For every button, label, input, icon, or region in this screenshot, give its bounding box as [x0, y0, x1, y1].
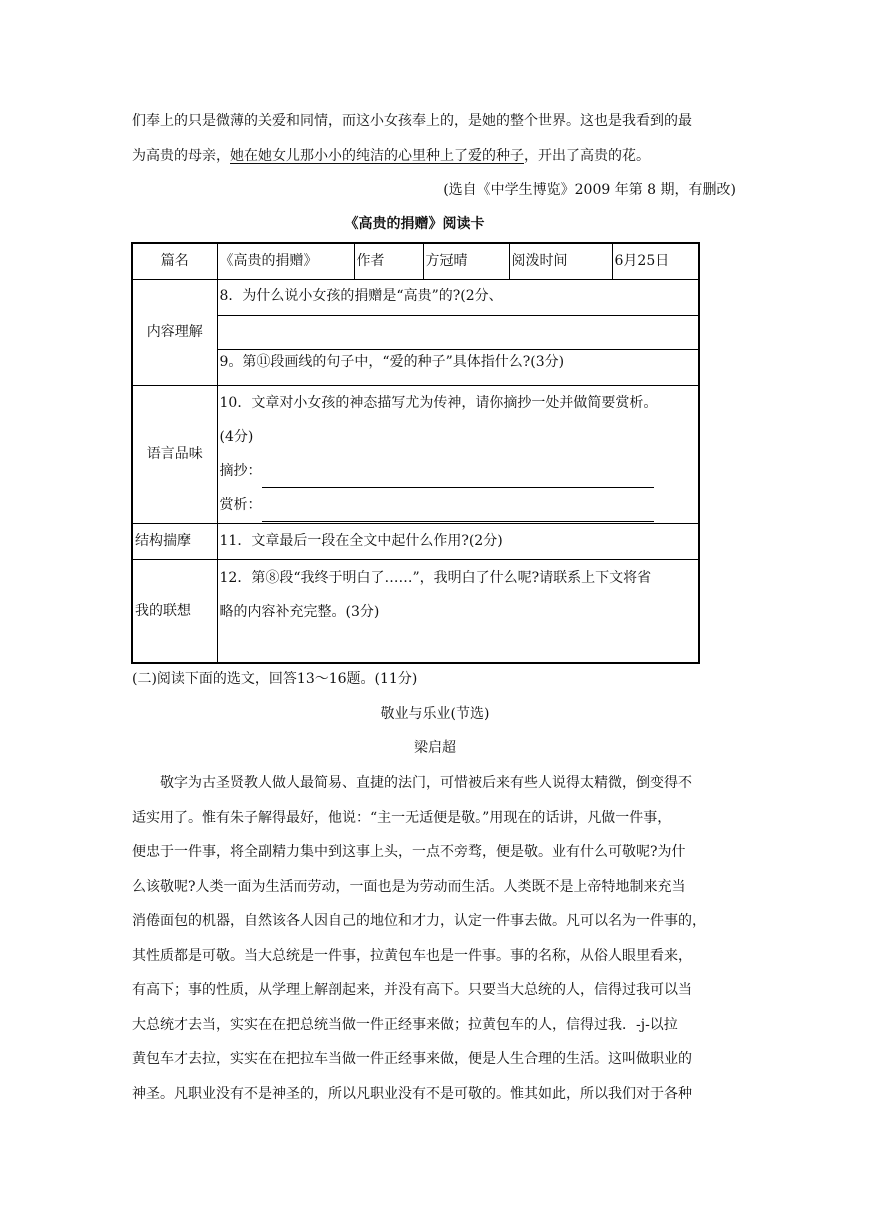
question-10-cell [217, 385, 699, 523]
label-author: 作者 [354, 243, 423, 279]
value-title: 《高贵的捐赠》 [217, 243, 354, 279]
label-my-association: 我的联想 [132, 559, 217, 663]
question-10-line1: 10．文章对小女孩的神态描写尤为传神，请你摘抄一处并做简要赏析。 [219, 394, 658, 411]
language-row [132, 385, 699, 523]
value-author: 方冠晴 [423, 243, 509, 279]
label-title: 篇名 [132, 243, 217, 279]
reading-card-table [131, 242, 700, 664]
article-line: 适实用了。惟有朱子解得最好，他说：“主一无适便是敬。”用现在的话讲，凡做一件事， [132, 810, 672, 826]
question-12-line1: 12．第⑧段“我终于明白了……”，我明白了什么呢?请联系上下文将省 [219, 569, 652, 586]
question-10-line2: (4分) [219, 428, 254, 445]
appreciation-input-line[interactable] [262, 507, 654, 522]
article-line: 大总统才去当，实实在在把总统当做一件正经事来做；拉黄包车的人，信得过我．-j-以拉 [132, 1017, 678, 1033]
paragraph-line: 们奉上的只是微薄的关爱和同情，而这小女孩奉上的，是她的整个世界。这也是我看到的最 [132, 113, 692, 129]
excerpt-label: 摘抄： [219, 462, 262, 479]
content-answer-row [132, 315, 699, 349]
paragraph-line [132, 146, 740, 166]
article-line: 敬字为古圣贤教人做人最简易、直捷的法门，可惜被后来有些人说得太精微，倒变得不 [132, 775, 692, 791]
article-author: 梁启超 [414, 740, 456, 756]
article-line: 有高下；事的性质，从学理上解剖起来，并没有高下。只要当大总统的人，信得过我可以当 [132, 982, 692, 998]
content-q9-row [132, 349, 699, 385]
section2-intro: (二)阅读下面的选文，回答13～16题。(11分) [132, 671, 418, 687]
content-q8-row [132, 279, 699, 315]
structure-row [132, 523, 699, 559]
label-reading-time: 阅泼时间 [509, 243, 612, 279]
article-line: 么该敬呢?人类一面为生活而劳动，一面也是为劳动而生活。人类既不是上帝特地制来充当 [132, 879, 686, 895]
article-title: 敬业与乐业(节选) [380, 706, 490, 722]
question-11: 11．文章最后一段在全文中起什么作用?(2分) [217, 523, 699, 559]
question-8: 8．为什么说小女孩的捐赠是“高贵”的?(2分、 [217, 279, 699, 315]
question-9: 9。第⑪段画线的句子中，“爱的种子”具体指什么?(3分) [217, 349, 699, 385]
label-content-understanding: 内容理解 [132, 279, 217, 385]
article-line: 神圣。凡职业没有不是神圣的，所以凡职业没有不是可敬的。惟其如此，所以我们对于各种 [132, 1086, 692, 1102]
source-citation: (选自《中学生博览》2009 年第 8 期，有删改) [443, 182, 736, 198]
article-line: 黄包车才去拉，实实在在把拉车当做一件正经事来做，便是人生合理的生活。这叫做职业的 [132, 1051, 692, 1067]
label-language-appreciation: 语言品味 [132, 385, 217, 523]
reading-card-title: 《高贵的捐赠》阅读卡 [344, 216, 485, 232]
paragraph-text: 为高贵的母亲， [132, 148, 230, 164]
article-line: 消倦面包的机器，自然该各人因自己的地位和才力，认定一件事去做。凡可以名为一件事的， [132, 913, 706, 929]
article-line: 其性质都是可敬。当大总统是一件事，拉黄包车也是一件事。事的名称，从俗人眼里看来， [132, 948, 692, 964]
excerpt-line [220, 454, 697, 488]
label-structure-analysis: 结构揣摩 [132, 523, 217, 559]
appreciation-line [220, 488, 697, 522]
question-12-line2: 略的内容补充完整。(3分) [219, 603, 380, 620]
appreciation-label: 赏析： [219, 496, 262, 513]
value-reading-time: 6月25日 [612, 243, 699, 279]
paragraph-text: ，开出了高贵的花。 [524, 148, 650, 164]
card-header-row [132, 243, 699, 279]
question-12-cell [217, 559, 699, 663]
article-line: 便忠于一件事，将全副精力集中到这事上头，一点不旁骛，便是敬。业有什么可敬呢?为什 [132, 844, 686, 860]
association-row [132, 559, 699, 663]
answer-space-8 [217, 315, 699, 349]
underlined-sentence: 她在她女儿那小小的纯洁的心里种上了爱的种子 [230, 148, 524, 164]
excerpt-input-line[interactable] [262, 473, 654, 488]
